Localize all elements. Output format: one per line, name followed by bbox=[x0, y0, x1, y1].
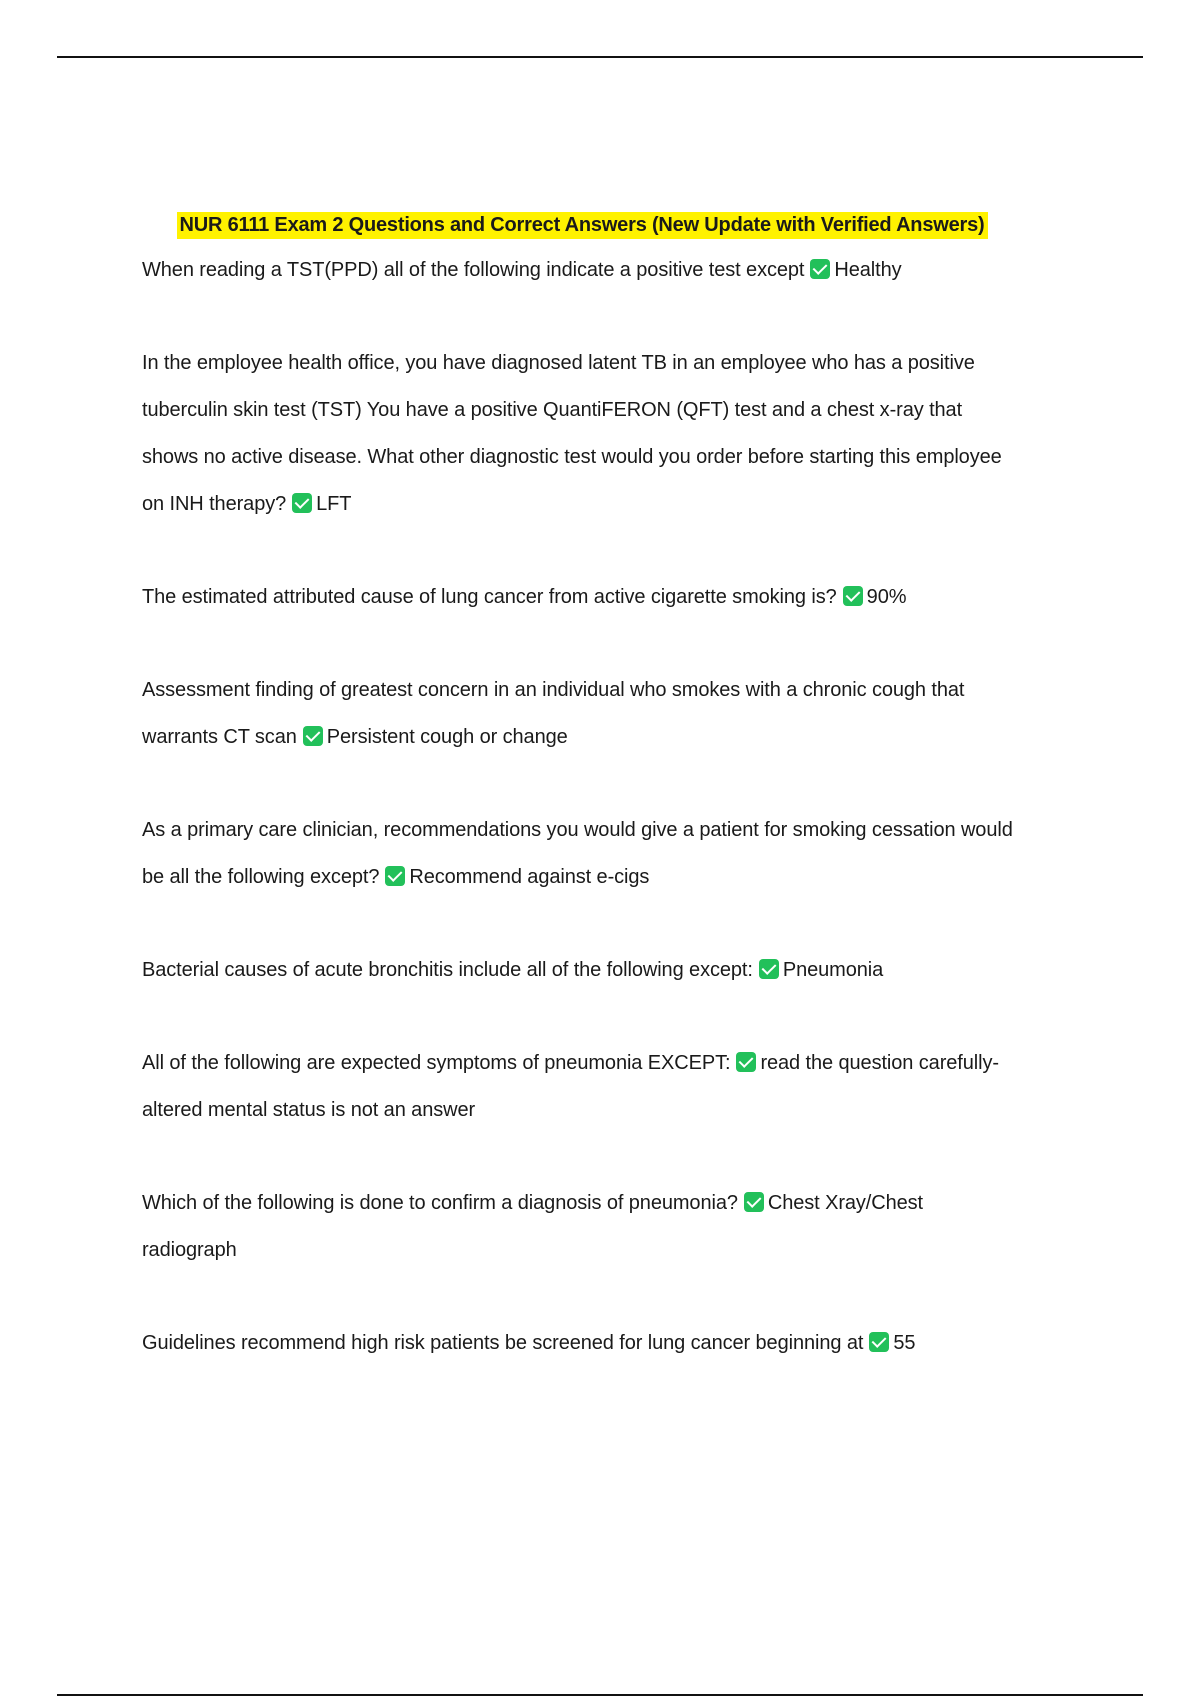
title-wrap bbox=[132, 212, 1032, 239]
qa-item bbox=[142, 247, 1022, 294]
question-text: Guidelines recommend high risk patients be screened for lung cancer beginning at bbox=[142, 1332, 864, 1354]
bottom-rule bbox=[57, 1694, 1143, 1696]
qa-item bbox=[142, 1180, 1022, 1274]
document-title: NUR 6111 Exam 2 Questions and Correct Answers (New Update with Verified Answers) bbox=[177, 212, 988, 239]
answer-text: 55 bbox=[893, 1332, 916, 1354]
answer-text: read the question carefully-altered mental status is not an answer bbox=[142, 1052, 999, 1121]
checkmark-icon bbox=[869, 1332, 889, 1352]
checkmark-icon bbox=[810, 259, 830, 279]
qa-item bbox=[142, 1320, 1022, 1367]
answer-text: Recommend against e-cigs bbox=[409, 866, 650, 888]
question-text: All of the following are expected symptoms of pneumonia EXCEPT: bbox=[142, 1052, 731, 1074]
answer-text: Chest Xray/Chest radiograph bbox=[142, 1192, 924, 1261]
question-text: Which of the following is done to confirm a diagnosis of pneumonia? bbox=[142, 1192, 738, 1214]
question-text: In the employee health office, you have diagnosed latent TB in an employee who has a positive tuberculin skin test (TST) You have a positive QuantiFERON (QFT) test and a chest x-ray that shows no active disease. What other diagnostic test would you order before starting this employee on INH therapy? bbox=[142, 352, 1002, 515]
qa-item bbox=[142, 574, 1022, 621]
question-text: The estimated attributed cause of lung cancer from active cigarette smoking is? bbox=[142, 586, 837, 608]
checkmark-icon bbox=[736, 1052, 756, 1072]
qa-item bbox=[142, 947, 1022, 994]
answer-text: LFT bbox=[316, 493, 352, 515]
question-text: When reading a TST(PPD) all of the following indicate a positive test except bbox=[142, 259, 805, 281]
checkmark-icon bbox=[385, 866, 405, 886]
qa-item bbox=[142, 807, 1022, 901]
qa-item bbox=[142, 1040, 1022, 1134]
checkmark-icon bbox=[759, 959, 779, 979]
answer-text: Healthy bbox=[834, 259, 902, 281]
qa-item bbox=[142, 667, 1022, 761]
answer-text: Persistent cough or change bbox=[326, 726, 568, 748]
top-rule bbox=[57, 56, 1143, 58]
qa-item bbox=[142, 340, 1022, 528]
question-text: As a primary care clinician, recommendations you would give a patient for smoking cessation would be all the following except? bbox=[142, 819, 1013, 888]
checkmark-icon bbox=[744, 1192, 764, 1212]
answer-text: 90% bbox=[866, 586, 907, 608]
question-text: Bacterial causes of acute bronchitis include all of the following except: bbox=[142, 959, 753, 981]
question-text: Assessment finding of greatest concern in an individual who smokes with a chronic cough that warrants CT scan bbox=[142, 679, 965, 748]
checkmark-icon bbox=[303, 726, 323, 746]
checkmark-icon bbox=[292, 493, 312, 513]
answer-text: Pneumonia bbox=[782, 959, 884, 981]
checkmark-icon bbox=[843, 586, 863, 606]
document-body bbox=[142, 212, 1022, 1367]
